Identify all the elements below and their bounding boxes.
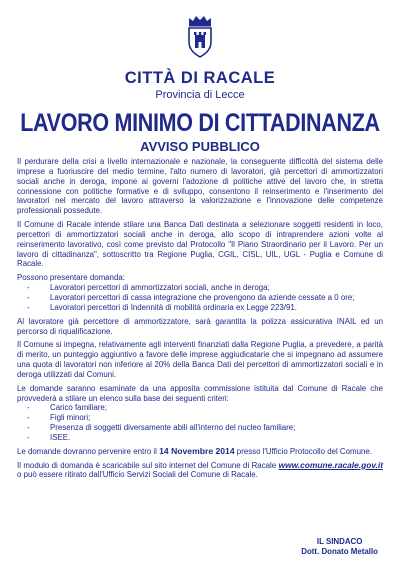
city-name: CITTÀ DI RACALE — [124, 69, 276, 87]
paragraph-database: Il Comune di Racale intende stilare una Banca Dati destinata a selezionare soggetti residenti in loco, percettori di ammortizzatori sociali anche in deroga, allo scopo di intraprendere azioni volte al reinserimento lavorativo, così come previsto dal Protocollo "Il Piano Straordinario per il Lavoro. Per un lavoro di cittadinanza", sottoscritto tra Regione Puglia, CGIL, CISL, UIL, UGL - Puglia e Comune di Racale. — [17, 220, 383, 269]
list-item: - Lavoratori percettori di cassa integrazione che provengono da aziende cessate a 0 ore; — [17, 293, 383, 303]
paragraph-insurance: Al lavoratore già percettore di ammortizzatore, sarà garantita la polizza assicurativa INAIL ed un percorso di riqualificazione. — [17, 316, 383, 336]
paragraph-context: Il perdurare della crisi a livello internazionale e nazionale, la conseguente difficoltà del sistema delle imprese a fuoriuscire del medio termine, l'alto numero di lavoratori, già percettori di ammortizzatori sociali anche in deroga, impone ai governi l'adozione di politiche attive del lavoro che, in stretta connessione con politiche formative e di sviluppo, consentono il reinserimento e l'inserimento dei lavoratori nel mercato del lavoro attraverso la valorizzazione e l'innovazione delle competenze professionali possedute. — [17, 157, 383, 216]
list-item: - Carico familiare; — [17, 403, 383, 413]
notice-subtitle: AVVISO PUBBLICO — [140, 139, 260, 154]
website-link[interactable]: www.comune.racale.gov.it — [278, 459, 383, 470]
criteria-list — [17, 403, 383, 442]
deadline-text-before: Le domande dovranno pervenire entro il — [17, 446, 160, 456]
deadline-text-after: presso l'Ufficio Protocollo del Comune. — [234, 446, 372, 456]
signature-block — [301, 537, 378, 557]
list-item: - Lavoratori percettori di Indennità di mobilità ordinaria ex Legge 223/91. — [17, 303, 383, 313]
province-name: Provincia di Lecce — [155, 89, 245, 101]
notice-body — [17, 157, 383, 484]
paragraph-download — [17, 461, 383, 481]
download-text-before: Il modulo di domanda è scaricabile sul sito internet del Comune di Racale — [17, 460, 279, 470]
list-item: - ISEE. — [17, 433, 383, 443]
list-item: - Lavoratori percettori di ammortizzatori sociali, anche in deroga; — [17, 283, 383, 293]
eligible-list — [17, 283, 383, 313]
download-text-after: o può essere ritirato dall'Ufficio Servizi Sociali del Comune di Racale. — [17, 470, 258, 480]
municipal-crest-icon — [183, 14, 217, 58]
signature-role: IL SINDACO — [316, 537, 363, 546]
signature-name: Dott. Donato Metallo — [301, 547, 378, 556]
list-item: - Figli minori; — [17, 413, 383, 423]
list-item: - Presenza di soggetti diversamente abili all'interno del nucleo familiare; — [17, 423, 383, 433]
notice-title: LAVORO MINIMO DI CITTADINANZA — [20, 109, 380, 137]
criteria-intro: Le domande saranno esaminate da una apposita commissione istituita dal Comune di Racale che provvederà a stilare un elenco sulla base dei seguenti criteri: — [17, 383, 383, 403]
eligible-intro: Possono presentare domanda: — [17, 273, 125, 283]
paragraph-deadline — [17, 447, 383, 457]
paragraph-commitment: Il Comune si impegna, relativamente agli interventi finanziati dalla Regione Puglia, a prevedere, a parità di merito, un punteggio aggiuntivo a favore delle imprese aggiudicatarie che si impegnano ad assumere una quota di lavoratori non inferiore al 20% della Banca Dati dei percettori di ammortizzatori sociali e in deroga utilizzati dai Comuni. — [17, 340, 383, 379]
deadline-date: 14 Novembre 2014 — [159, 445, 235, 456]
